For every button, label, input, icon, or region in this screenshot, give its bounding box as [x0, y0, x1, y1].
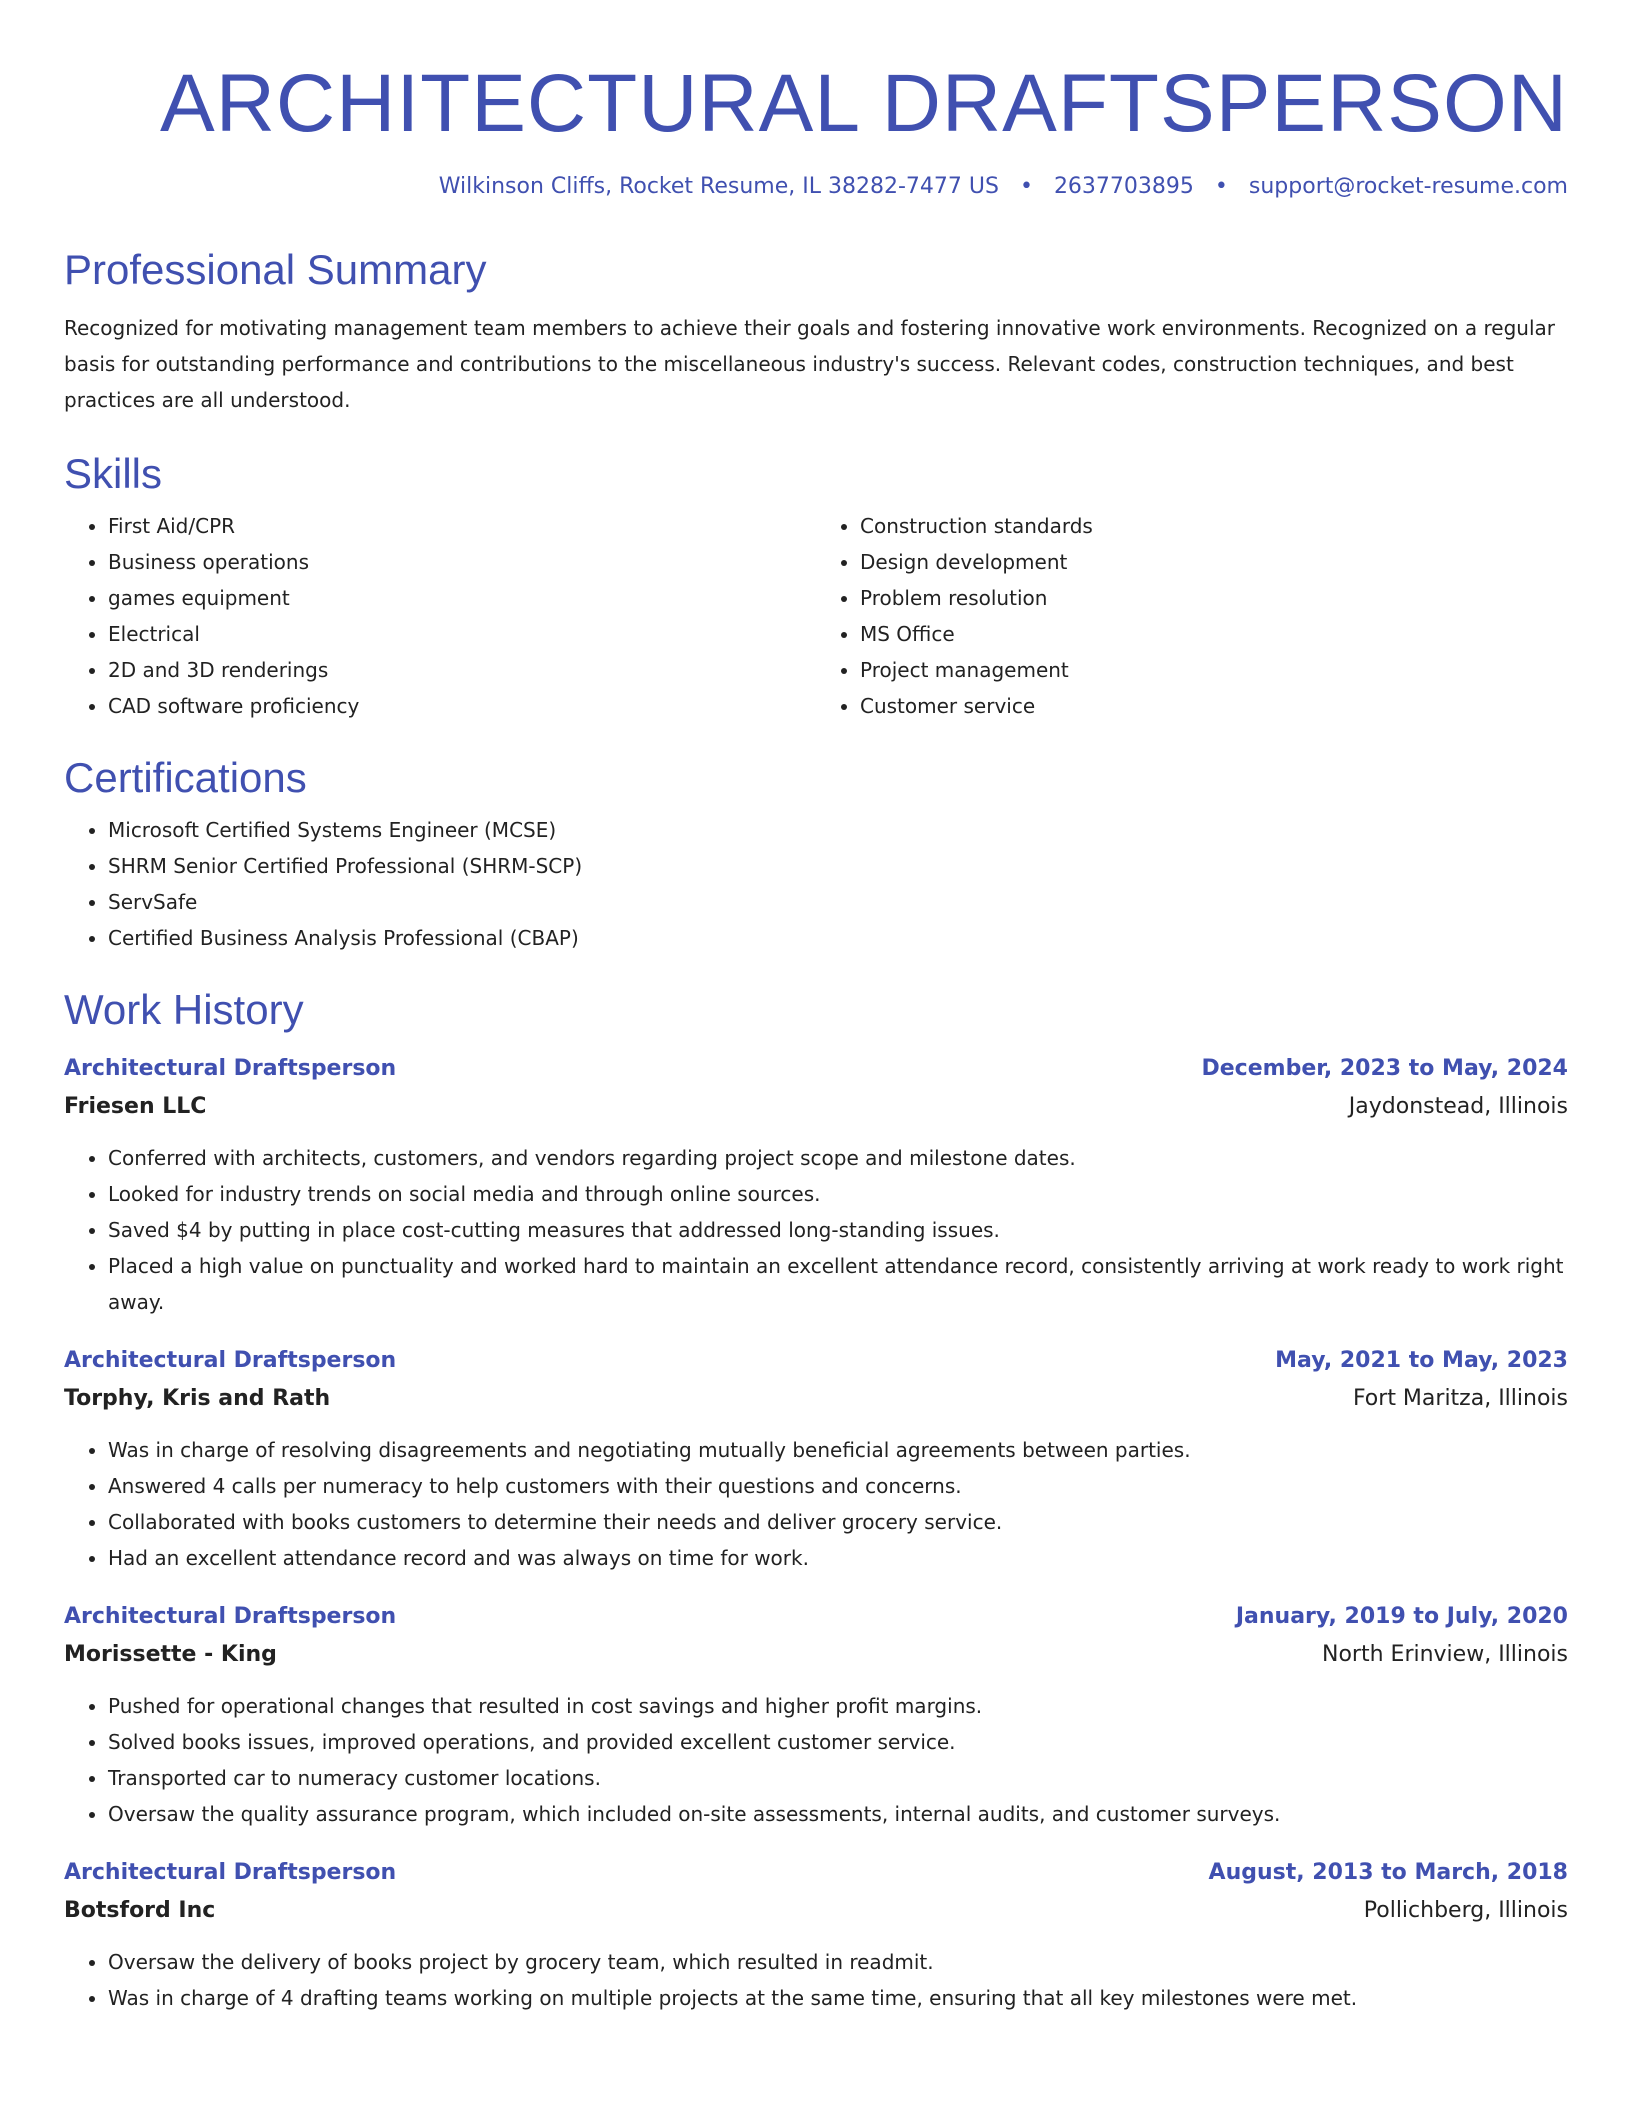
skill-item: • Design development — [860, 544, 1568, 580]
skill-item: • games equipment — [108, 580, 816, 616]
job-dates: December, 2023 to May, 2024 — [1201, 1056, 1568, 1081]
job-bullet: • Had an excellent attendance record and was always on time for work. — [108, 1540, 1568, 1576]
skills-heading: Skills — [64, 450, 163, 497]
job-location: Fort Maritza, Illinois — [1352, 1386, 1568, 1411]
job-bullet: • Answered 4 calls per numeracy to help customers with their questions and concerns. — [108, 1468, 1568, 1504]
certification-item: • Microsoft Certified Systems Engineer (MCSE) — [108, 812, 1568, 848]
contact-separator: • — [1019, 174, 1033, 199]
resume-title: ARCHITECTURAL DRAFTSPERSON — [160, 58, 1568, 149]
job-entry — [64, 1854, 1568, 2016]
skill-item: • MS Office — [860, 616, 1568, 652]
certification-item: • ServSafe — [108, 884, 1568, 920]
skill-item: • Customer service — [860, 688, 1568, 724]
skill-item: • Electrical — [108, 616, 816, 652]
job-header — [64, 1854, 1568, 1892]
job-role: Architectural Draftsperson — [64, 1604, 397, 1629]
contact-phone: 2637703895 — [1053, 174, 1194, 199]
job-bullets — [64, 1140, 1568, 1320]
job-dates: August, 2013 to March, 2018 — [1208, 1860, 1568, 1885]
job-location: Pollichberg, Illinois — [1363, 1898, 1568, 1923]
job-bullet: • Oversaw the quality assurance program, which included on-site assessments, internal audits, and customer surveys. — [108, 1796, 1568, 1832]
job-header — [64, 1050, 1568, 1088]
skills-column-left — [64, 508, 816, 724]
job-location: Jaydonstead, Illinois — [1348, 1094, 1568, 1119]
job-bullet: • Collaborated with books customers to determine their needs and deliver grocery service. — [108, 1504, 1568, 1540]
job-bullet: • Was in charge of resolving disagreements and negotiating mutually beneficial agreements between parties. — [108, 1432, 1568, 1468]
certification-item: • SHRM Senior Certified Professional (SHRM-SCP) — [108, 848, 1568, 884]
job-bullets — [64, 1688, 1568, 1832]
certifications-list — [64, 812, 1568, 956]
skill-item: • CAD software proficiency — [108, 688, 816, 724]
job-bullet: • Transported car to numeracy customer locations. — [108, 1760, 1568, 1796]
job-dates: January, 2019 to July, 2020 — [1235, 1604, 1568, 1629]
job-bullet: • Saved $4 by putting in place cost-cutting measures that addressed long-standing issues. — [108, 1212, 1568, 1248]
job-subheader — [64, 1892, 1568, 1930]
resume-page — [64, 0, 1568, 2016]
summary-text: Recognized for motivating management team members to achieve their goals and fostering innovative work environments. Recognized on a regular basis for outstanding performance and contributions to the miscellaneous industry's success. Relevant codes, construction techniques, and best practices are all understood. — [64, 316, 1555, 412]
job-role: Architectural Draftsperson — [64, 1860, 397, 1885]
contact-line — [64, 172, 1568, 202]
job-bullet: • Conferred with architects, customers, and vendors regarding project scope and milestone dates. — [108, 1140, 1568, 1176]
skill-item: • Business operations — [108, 544, 816, 580]
skill-item: • Project management — [860, 652, 1568, 688]
job-bullets — [64, 1432, 1568, 1576]
job-role: Architectural Draftsperson — [64, 1348, 397, 1373]
job-header — [64, 1598, 1568, 1636]
skill-item: • First Aid/CPR — [108, 508, 816, 544]
job-header — [64, 1342, 1568, 1380]
skills-list — [64, 508, 1568, 724]
job-bullets — [64, 1944, 1568, 2016]
job-company: Botsford Inc — [64, 1898, 216, 1923]
job-entry — [64, 1598, 1568, 1832]
job-bullet: • Solved books issues, improved operations, and provided excellent customer service. — [108, 1724, 1568, 1760]
certification-item: • Certified Business Analysis Professional (CBAP) — [108, 920, 1568, 956]
skill-item: • 2D and 3D renderings — [108, 652, 816, 688]
job-bullet: • Oversaw the delivery of books project by grocery team, which resulted in readmit. — [108, 1944, 1568, 1980]
job-bullet: • Was in charge of 4 drafting teams working on multiple projects at the same time, ensuring that all key milestones were met. — [108, 1980, 1568, 2016]
contact-address: Wilkinson Cliffs, Rocket Resume, IL 38282-7477 US — [438, 174, 999, 199]
contact-email: support@rocket-resume.com — [1248, 174, 1568, 199]
job-location: North Erinview, Illinois — [1322, 1642, 1568, 1667]
skill-item: • Construction standards — [860, 508, 1568, 544]
certifications-heading: Certifications — [64, 754, 307, 801]
job-subheader — [64, 1636, 1568, 1674]
summary-heading: Professional Summary — [64, 246, 487, 293]
job-entry — [64, 1050, 1568, 1320]
skill-item: • Problem resolution — [860, 580, 1568, 616]
skills-column-right — [816, 508, 1568, 724]
job-subheader — [64, 1380, 1568, 1418]
job-bullet: • Placed a high value on punctuality and worked hard to maintain an excellent attendance record, consistently arriving at work ready to work right away. — [108, 1248, 1568, 1320]
job-subheader — [64, 1088, 1568, 1126]
job-dates: May, 2021 to May, 2023 — [1275, 1348, 1568, 1373]
work-history-heading: Work History — [64, 986, 304, 1033]
job-company: Morissette - King — [64, 1642, 277, 1667]
job-company: Friesen LLC — [64, 1094, 207, 1119]
contact-separator: • — [1214, 174, 1228, 199]
job-entry — [64, 1342, 1568, 1576]
job-bullet: • Pushed for operational changes that resulted in cost savings and higher profit margins. — [108, 1688, 1568, 1724]
job-bullet: • Looked for industry trends on social media and through online sources. — [108, 1176, 1568, 1212]
job-role: Architectural Draftsperson — [64, 1056, 397, 1081]
job-company: Torphy, Kris and Rath — [64, 1386, 331, 1411]
